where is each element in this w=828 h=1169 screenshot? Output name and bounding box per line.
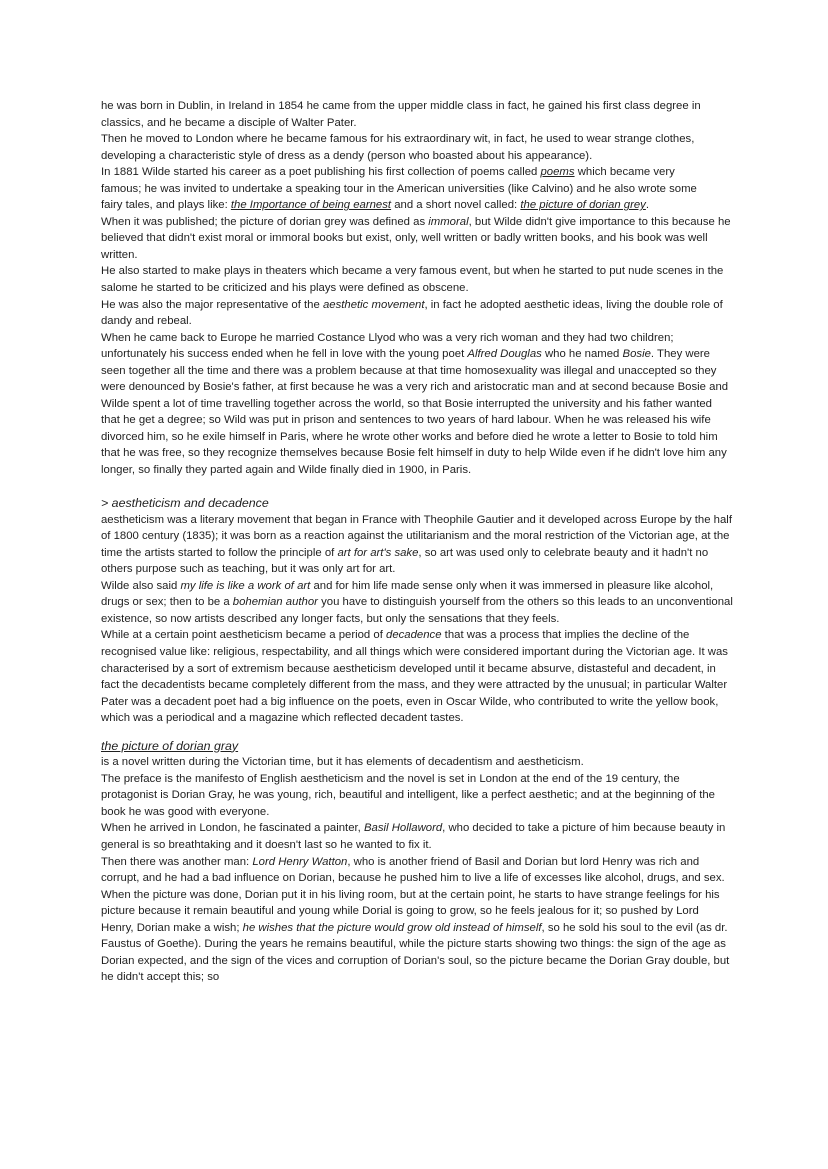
bio-paragraph-4: When it was published; the picture of dorian grey was defined as immoral, but Wilde didn't give importance to this because he believed that didn't exist moral or immoral books but exist, only, well written or badly written books, and his book was well written. (101, 215, 731, 261)
dorian-paragraph-1: is a novel written during the Victorian time, but it has elements of decadentism and aestheticism. (101, 756, 584, 769)
em-basil-hollaword: Basil Hollaword (363, 822, 443, 835)
aesthetic-paragraph-2: Wilde also said my life is like a work of art and for him life made sense only when it was immersed in pleasure like alcohol, drugs or sex; then to be a bohemian author you have to distinguish yourself from the others so this leads to an unconventional existence, so now artists described any longer facts, but only the sensations that they feels. (101, 579, 733, 625)
dorian-paragraph-3: When he arrived in London, he fascinated a painter, Basil Hollaword, who decided to take a picture of him because beauty in general is so breathtaking and it doesn't last so he wanted to fix it. (101, 822, 726, 852)
em-dorian-wish: he wishes that the picture would grow old instead of himself (242, 921, 542, 934)
title-importance-of-being-earnest: the Importance of being earnest (230, 199, 392, 212)
heading-aestheticism-and-decadence: > aestheticism and decadence (101, 496, 269, 511)
em-lord-henry-watton: Lord Henry Watton (252, 855, 348, 868)
bio-paragraph-6: He was also the major representative of the aesthetic movement, in fact he adopted aesthetic ideas, living the double role of dandy and rebeal. (101, 298, 723, 328)
em-immoral: immoral (428, 215, 469, 228)
em-art-for-arts-sake: art for art's sake (337, 546, 419, 559)
em-bosie: Bosie (622, 348, 651, 361)
em-bohemian-author: bohemian author (232, 596, 318, 609)
bio-paragraph-2: Then he moved to London where he became famous for his extraordinary wit, in fact, he used to wear strange clothes, developing a characteristic style of dress as a dendy (person who boasted about his appearance). (101, 133, 695, 162)
document-page (101, 98, 733, 986)
em-decadence: decadence (386, 629, 442, 642)
em-aesthetic-movement: aesthetic movement (322, 298, 425, 311)
dorian-paragraph-2: The preface is the manifesto of English aestheticism and the novel is set in London at the end of the 19 century, the protagonist is Dorian Gray, he was young, rich, beautiful and intelligent, like a perfect aesthetic; and at the beginning of the book he was good with everyone. (101, 772, 715, 818)
bio-paragraph-7: When he came back to Europe he married Costance Llyod who was a very rich woman and they had two children; unfortunately his success ended when he fell in love with the young poet Alfred Douglas who he named Bosie. They were seen together all the time and there was a problem because at that time homosexuality was illegal and unaccepted so they were denounced by Bosie's father, at first because he was a very rich and aristocratic man and at second because Bosie and Wilde spent a lot of time travelling together across the world, so that Bosie interrupted the university and his father wanted that he get a degree; so Wild was put in prison and sentences to two years of hard labour. When he was released his wife divorced him, so he exile himself in Paris, where he wrote other works and before died he wrote a letter to Bosie to told him that he was free, so they recognize themselves because Bosie felt himself in duty to help Wilde even if he didn't love him any longer, so finally they parted again and Wilde finally died in 1900, in Paris. (101, 331, 729, 477)
section-spacer (101, 727, 733, 738)
dorian-paragraph-4: Then there was another man: Lord Henry Watton, who is another friend of Basil and Dorian but lord Henry was rich and corrupt, and he had a bad influence on Dorian, because he pushed him to live a life of excesses like alcohol, drugs, and sex. When the picture was done, Dorian put it in his living room, but at the certain point, he starts to have strange feelings for his picture because it remain beautiful and young while Dorial is going to grow, so he feels jealous for it; so pushed by Lord Henry, Dorian make a wish; he wishes that the picture would grow old instead of himself, so he sold his soul to the evil (as dr. Faustus of Goethe). During the years he remains beautiful, while the picture starts showing two things: the sign of the age as Dorian expected, and the sign of the vices and corruption of Dorian's soul, so the picture became the Dorian Gray double, but he didn't accept this; so (101, 855, 730, 984)
aesthetic-paragraph-3: While at a certain point aestheticism became a period of decadence that was a process that implies the decline of the recognised value like: religious, respectability, and all things which were considered important during the Victorian age. It was characterised by a sort of extremism because aestheticism developed until it became absurve, distasteful and decadent, in fact the decadentists became completely different from the mass, and they were attracted by the unusual; in particular Walter Pater was a decadent poet had a big influence on the poets, even in Oscar Wilde, who contributed to write the yellow book, which was a periodical and a magazine which reflected decadent tastes. (101, 629, 728, 725)
bio-paragraph-3: In 1881 Wilde started his career as a poet publishing his first collection of poems called poems which became very famous; he was invited to undertake a speaking tour in the American universities (like Calvino) and he also wrote some fairy tales, and plays like: the Importance of being earnest and a short novel called: the picture of dorian grey. (101, 166, 697, 212)
title-picture-of-dorian-grey: the picture of dorian grey (520, 199, 646, 212)
bio-paragraph-5: He also started to make plays in theaters which became a very famous event, but when he started to put nude scenes in the salome he started to be criticized and his plays were defined as obscene. (101, 265, 724, 295)
heading-picture-of-dorian-gray: the picture of dorian gray (101, 738, 239, 753)
em-life-work-of-art: my life is like a work of art (180, 579, 311, 592)
title-poems: poems (540, 166, 575, 179)
bio-paragraph-1: he was born in Dublin, in Ireland in 1854 he came from the upper middle class in fact, he gained his first class degree in classics, and he became a disciple of Walter Pater. (101, 100, 701, 129)
em-alfred-douglas: Alfred Douglas (467, 348, 542, 361)
aesthetic-paragraph-1: aestheticism was a literary movement that began in France with Theophile Gautier and it developed across Europe by the half of 1800 century (1835); it was born as a reaction against the utilitarianism and the moral restriction of the Victorian age, at the time the artists started to follow the principle of art for art's sake, so art was used only to celebrate beauty and it hadn't no others purpose such as teaching, but it was only art for art. (101, 513, 732, 576)
section-spacer (101, 479, 733, 496)
